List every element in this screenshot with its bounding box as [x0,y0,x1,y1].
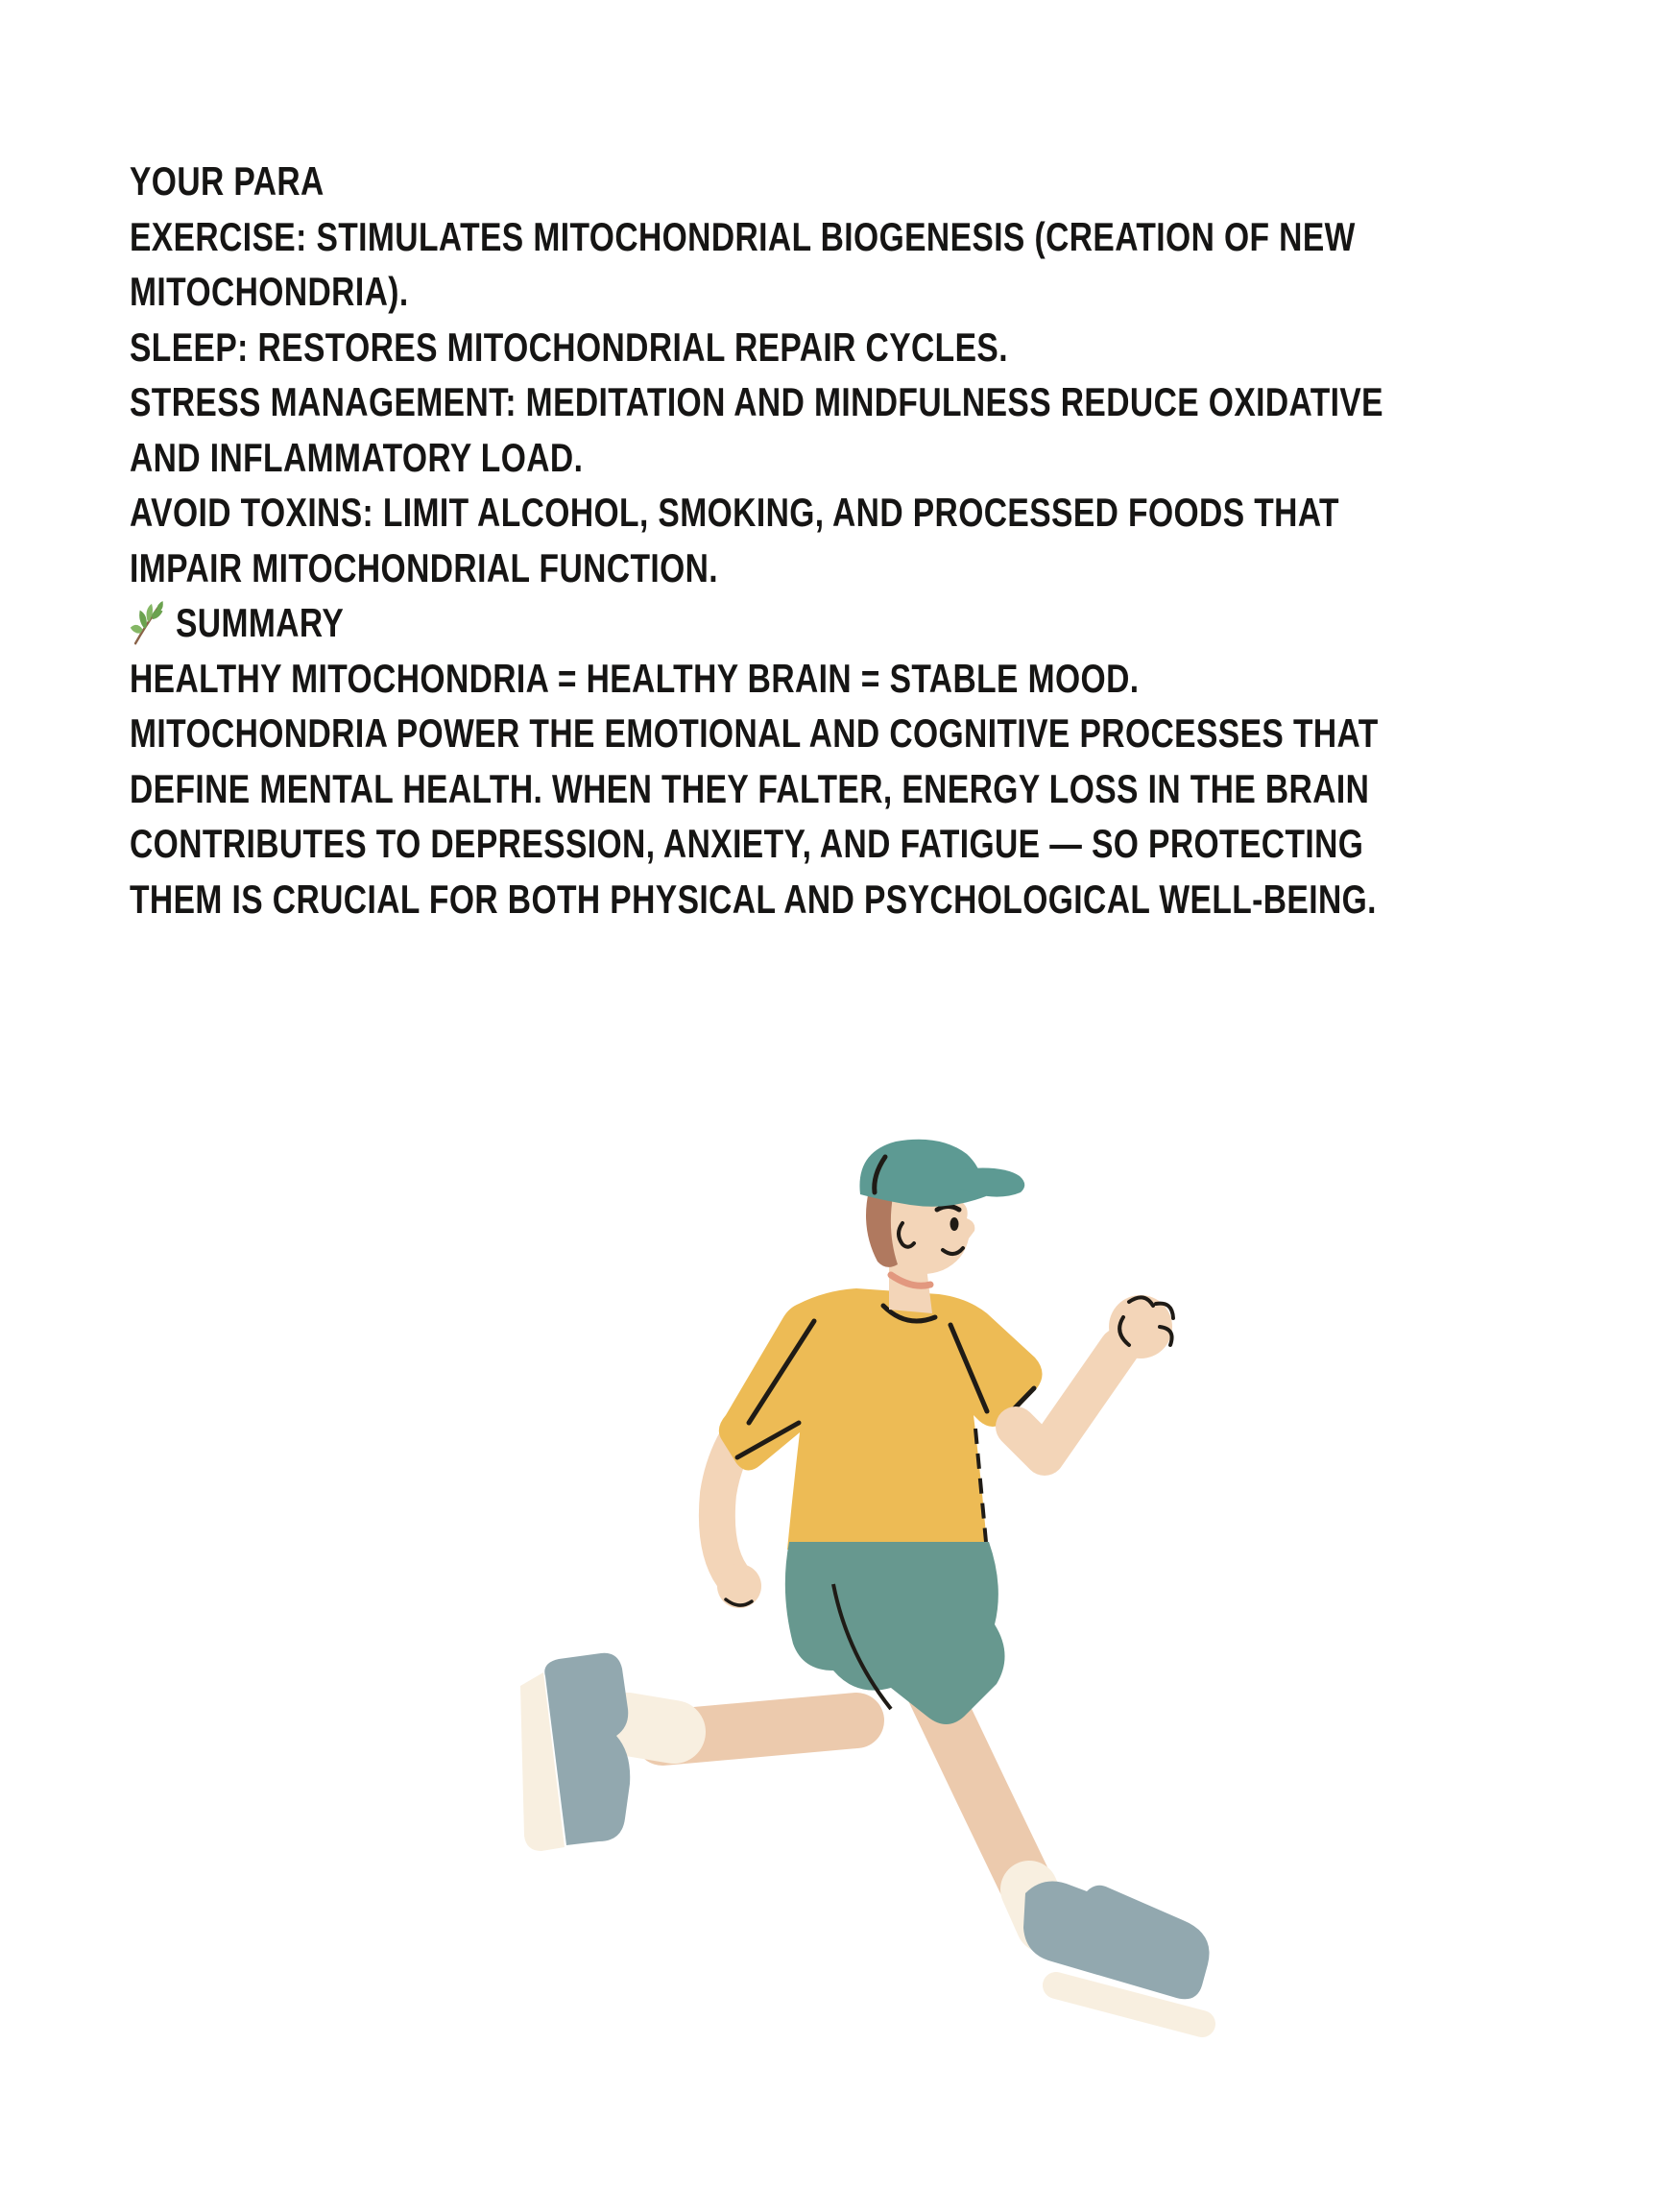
summary-line: HEALTHY MITOCHONDRIA = HEALTHY BRAIN = STABLE MOOD. [130,655,1140,701]
summary-line: CONTRIBUTES TO DEPRESSION, ANXIETY, AND FATIGUE — SO PROTECTING [130,821,1364,866]
summary-line: THEM IS CRUCIAL FOR BOTH PHYSICAL AND PSYCHOLOGICAL WELL-BEING. [130,876,1377,922]
runner-back-leg [520,1653,856,1851]
runner-front-leg [924,1671,1210,2024]
paragraph-line: SLEEP: RESTORES MITOCHONDRIAL REPAIR CYCLES. [130,324,1008,370]
runner-head [859,1140,1024,1313]
runner-illustration [509,1133,1238,2151]
summary-heading-label: SUMMARY [176,600,345,645]
paragraph-line: AND INFLAMMATORY LOAD. [130,434,584,480]
paragraph-line: AVOID TOXINS: LIMIT ALCOHOL, SMOKING, AND PROCESSED FOODS THAT [130,490,1339,535]
runner-shirt [719,1288,1043,1550]
paragraph-line: MITOCHONDRIA). [130,269,409,314]
herb-sprig-icon [130,600,165,646]
body-text [130,154,1383,926]
summary-line: DEFINE MENTAL HEALTH. WHEN THEY FALTER, ENERGY LOSS IN THE BRAIN [130,765,1370,811]
paragraph-line: IMPAIR MITOCHONDRIAL FUNCTION. [130,544,719,590]
paragraph-line: EXERCISE: STIMULATES MITOCHONDRIAL BIOGENESIS (CREATION OF NEW [130,213,1356,259]
paragraph-line: YOUR PARA [130,158,325,204]
summary-line: MITOCHONDRIA POWER THE EMOTIONAL AND COGNITIVE PROCESSES THAT [130,710,1379,756]
paragraph-line: STRESS MANAGEMENT: MEDITATION AND MINDFULNESS REDUCE OXIDATIVE [130,379,1383,424]
summary-heading [130,595,1383,651]
